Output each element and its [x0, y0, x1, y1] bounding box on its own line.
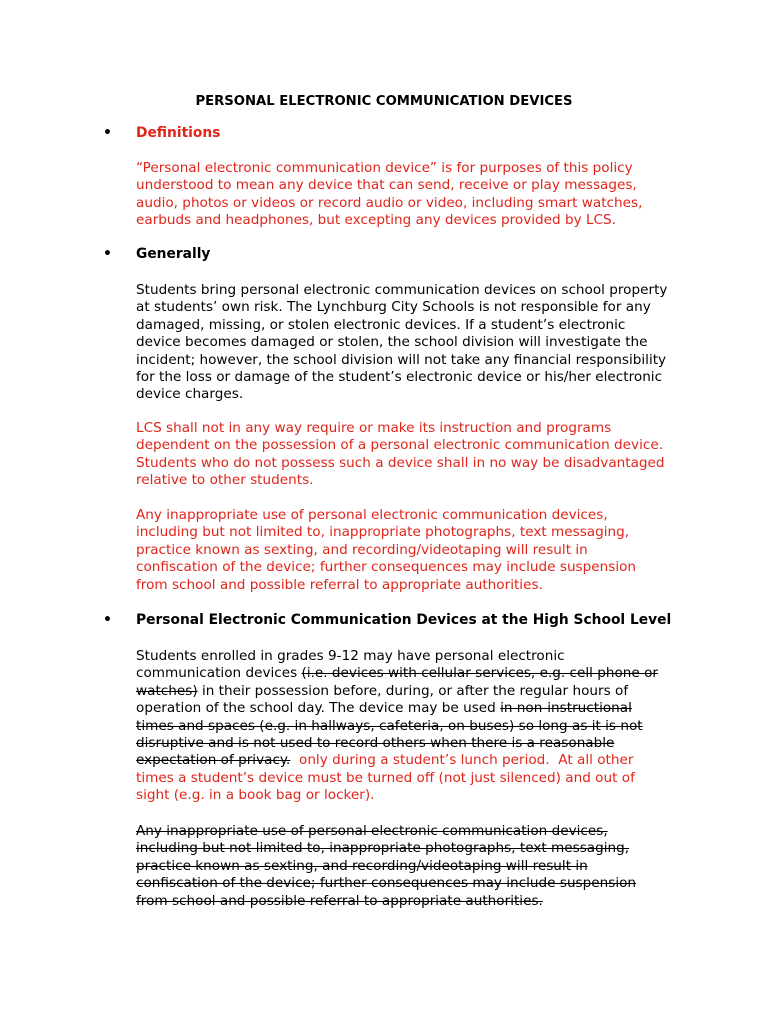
text-line	[136, 683, 696, 700]
struck-line: Any inappropriate use of personal electronic communication devices,	[136, 823, 608, 839]
struck-line: confiscation of the device; further consequences may include suspension	[136, 875, 637, 892]
text-line	[136, 665, 696, 682]
definitions-paragraph	[136, 160, 696, 230]
struck-text: expectation of privacy.	[136, 752, 291, 769]
generally-paragraph-2	[136, 420, 696, 490]
struck-text: in non-instructional	[500, 700, 632, 717]
text-line: including but not limited to, inappropriate photographs, text messaging,	[136, 524, 630, 541]
text-line	[136, 752, 696, 769]
text-line: “Personal electronic communication device” is for purposes of this policy	[136, 160, 633, 176]
text-line: audio, photos or videos or record audio or video, including smart watches,	[136, 194, 643, 211]
text-line: understood to mean any device that can send, receive or play messages,	[136, 177, 637, 194]
struck-line: practice known as sexting, and recording/videotaping will result in	[136, 857, 588, 874]
text-line: Students bring personal electronic communication devices on school property	[136, 282, 668, 298]
text-run: communication devices	[136, 665, 302, 682]
high-school-paragraph-1	[136, 648, 696, 805]
text-line: confiscation of the device; further consequences may include suspension	[136, 559, 637, 576]
bullet-glyph: •	[103, 246, 112, 262]
struck-line: including but not limited to, inappropriate photographs, text messaging,	[136, 840, 630, 857]
text-line: LCS shall not in any way require or make its instruction and programs	[136, 420, 612, 436]
heading-text: Generally	[136, 246, 211, 262]
bullet-glyph: •	[103, 125, 112, 141]
text-line: relative to other students.	[136, 472, 314, 489]
text-line: for the loss or damage of the student’s electronic device or his/her electronic	[136, 369, 663, 386]
text-line: damaged, missing, or stolen electronic devices. If a student’s electronic	[136, 316, 626, 333]
text-line: Students enrolled in grades 9-12 may have personal electronic	[136, 648, 565, 664]
generally-paragraph-3	[136, 507, 696, 594]
text-run: in their possession before, during, or after the regular hours of	[197, 682, 629, 699]
inserted-text: only during a student’s lunch period. At all other	[290, 752, 634, 769]
section-heading-generally	[103, 246, 210, 263]
text-line: from school and possible referral to appropriate authorities.	[136, 576, 543, 593]
text-run: operation of the school day. The device may be used	[136, 700, 501, 717]
struck-line: disruptive and is not used to record others when there is a reasonable	[136, 735, 615, 752]
bullet-glyph: •	[103, 612, 112, 628]
struck-text: (i.e. devices with cellular services, e.g. cell phone or	[301, 665, 659, 682]
text-line: practice known as sexting, and recording/videotaping will result in	[136, 541, 588, 558]
heading-text: Personal Electronic Communication Devices at the High School Level	[136, 612, 672, 628]
document-title: PERSONAL ELECTRONIC COMMUNICATION DEVICES	[195, 94, 573, 109]
struck-line: times and spaces (e.g. in hallways, cafeteria, on buses) so long as it is not	[136, 717, 643, 734]
text-line: dependent on the possession of a personal electronic communication device.	[136, 437, 664, 454]
text-line: device charges.	[136, 386, 244, 403]
high-school-paragraph-2-struck	[136, 823, 696, 910]
inserted-line: times a student’s device must be turned off (not just silenced) and out of	[136, 769, 635, 786]
section-heading-definitions	[103, 125, 220, 142]
text-line: Any inappropriate use of personal electronic communication devices,	[136, 507, 608, 523]
text-line: earbuds and headphones, but excepting any devices provided by LCS.	[136, 212, 616, 229]
struck-line: from school and possible referral to appropriate authorities.	[136, 892, 543, 909]
text-line: device becomes damaged or stolen, the school division will investigate the	[136, 334, 648, 351]
generally-paragraph-1	[136, 282, 696, 404]
inserted-line: sight (e.g. in a book bag or locker).	[136, 787, 375, 804]
text-line	[136, 700, 696, 717]
section-heading-high-school	[103, 612, 671, 629]
text-line: incident; however, the school division will not take any financial responsibility	[136, 351, 667, 368]
text-line: at students’ own risk. The Lynchburg City Schools is not responsible for any	[136, 299, 651, 316]
text-line: Students who do not possess such a device shall in no way be disadvantaged	[136, 454, 665, 471]
struck-text: watches)	[136, 682, 198, 699]
heading-text: Definitions	[136, 125, 221, 141]
